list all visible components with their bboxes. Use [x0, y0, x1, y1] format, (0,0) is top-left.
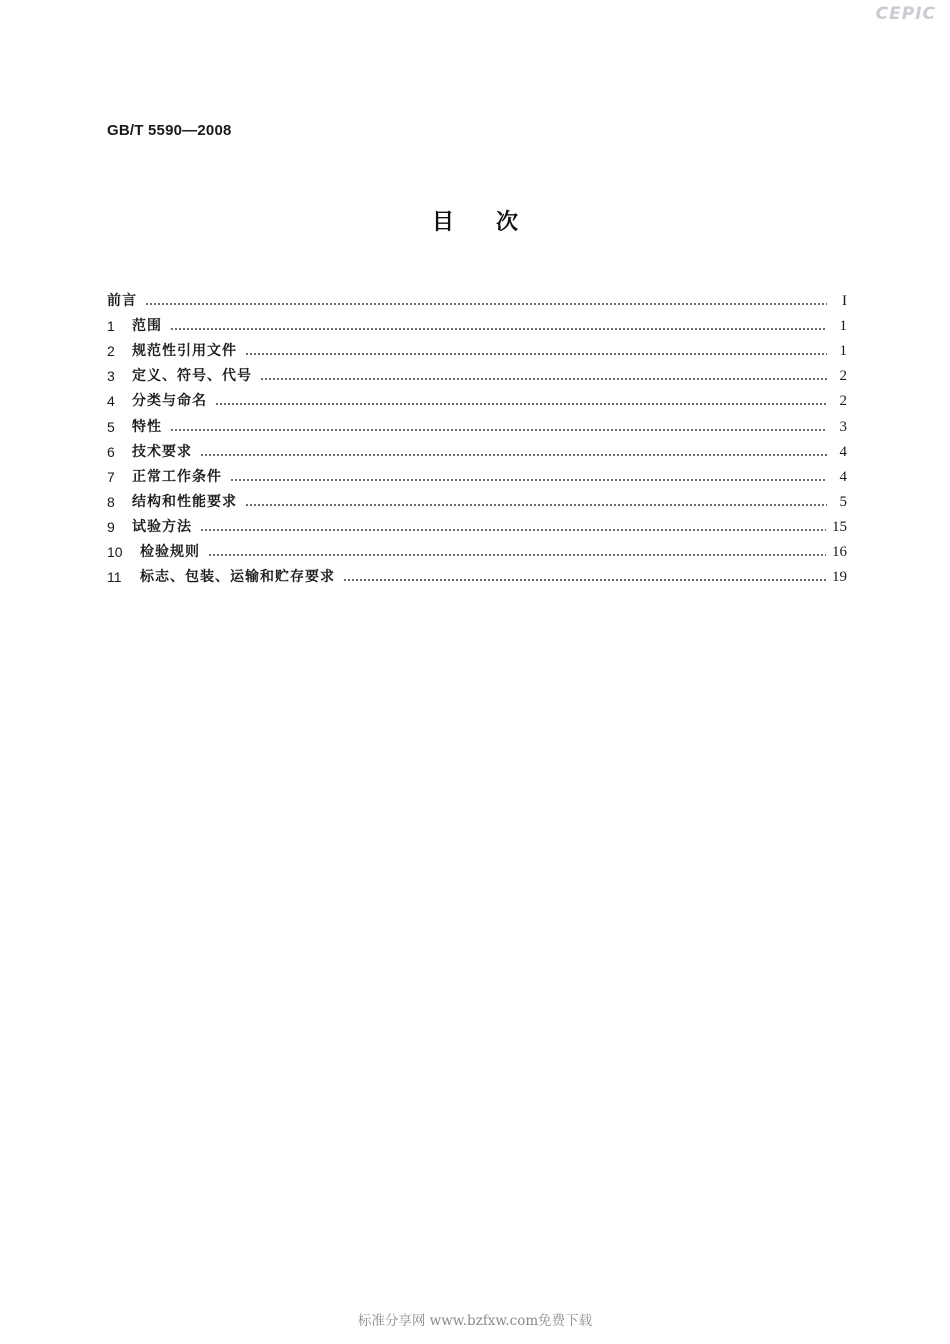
toc-entry-number: 8 — [107, 493, 115, 510]
toc-entry-number: 9 — [107, 518, 115, 535]
toc-dot-leader — [208, 553, 826, 557]
toc-entry-8[interactable] — [107, 486, 847, 511]
toc-dot-leader — [170, 428, 827, 432]
toc-entry-label: 试验方法 — [132, 518, 192, 535]
toc-entry-page: 16 — [832, 544, 847, 561]
toc-entry-page: I — [842, 293, 847, 310]
toc-entry-number: 6 — [107, 443, 115, 460]
toc-entry-label: 结构和性能要求 — [132, 493, 237, 510]
toc-entry-6[interactable] — [107, 436, 847, 461]
toc-entry-number: 4 — [107, 393, 115, 410]
toc-dot-leader — [200, 528, 826, 532]
toc-entry-label: 检验规则 — [140, 544, 200, 561]
toc-entry-page: 2 — [839, 393, 847, 410]
toc-dot-leader — [245, 352, 827, 356]
toc-entry-number: 10 — [107, 544, 123, 561]
toc-entry-page: 5 — [839, 493, 847, 510]
toc-dot-leader — [245, 503, 827, 507]
toc-entry-2[interactable] — [107, 335, 847, 360]
toc-entry-label: 范围 — [132, 318, 162, 335]
table-of-contents — [107, 285, 847, 586]
cepic-logo: CEPIC — [875, 4, 936, 24]
toc-entry-label: 前言 — [107, 293, 137, 310]
toc-entry-number: 1 — [107, 318, 115, 335]
standard-code: GB/T 5590—2008 — [107, 122, 232, 139]
toc-entry-7[interactable] — [107, 461, 847, 486]
toc-entry-3[interactable] — [107, 360, 847, 385]
toc-entry-number: 3 — [107, 368, 115, 385]
toc-entry-page: 1 — [839, 343, 847, 360]
toc-entry-page: 2 — [839, 368, 847, 385]
toc-entry-label: 特性 — [132, 418, 162, 435]
toc-entry-5[interactable] — [107, 410, 847, 435]
toc-entry-label: 分类与命名 — [132, 393, 207, 410]
toc-entry-1[interactable] — [107, 310, 847, 335]
toc-entry-label: 规范性引用文件 — [132, 343, 237, 360]
toc-entry-4[interactable] — [107, 385, 847, 410]
toc-entry-number: 5 — [107, 418, 115, 435]
toc-entry-label: 标志、包装、运输和贮存要求 — [140, 569, 335, 586]
toc-dot-leader — [230, 478, 827, 482]
toc-entry-label: 定义、符号、代号 — [132, 368, 252, 385]
toc-entry-11[interactable] — [107, 561, 847, 586]
toc-entry-page: 19 — [832, 569, 847, 586]
toc-entry-page: 1 — [839, 318, 847, 335]
toc-entry-number: 7 — [107, 468, 115, 485]
toc-entry-page: 4 — [839, 443, 847, 460]
toc-entry-9[interactable] — [107, 511, 847, 536]
toc-dot-leader — [200, 453, 827, 457]
toc-dot-leader — [260, 377, 827, 381]
toc-title: 目次 — [431, 210, 560, 235]
toc-entry-number: 2 — [107, 343, 115, 360]
toc-entry-preface[interactable] — [107, 285, 847, 310]
toc-dot-leader — [170, 327, 827, 331]
footer-watermark-text: 标准分享网 www.bzfxw.com免费下载 — [357, 1313, 593, 1329]
toc-dot-leader — [145, 302, 827, 306]
toc-entry-page: 3 — [839, 418, 847, 435]
toc-entry-10[interactable] — [107, 536, 847, 561]
toc-entry-page: 15 — [832, 518, 847, 535]
toc-entry-page: 4 — [839, 468, 847, 485]
toc-entry-label: 正常工作条件 — [132, 468, 222, 485]
toc-dot-leader — [215, 402, 827, 406]
toc-entry-label: 技术要求 — [132, 443, 192, 460]
toc-entry-number: 11 — [107, 569, 122, 586]
toc-dot-leader — [343, 578, 826, 582]
